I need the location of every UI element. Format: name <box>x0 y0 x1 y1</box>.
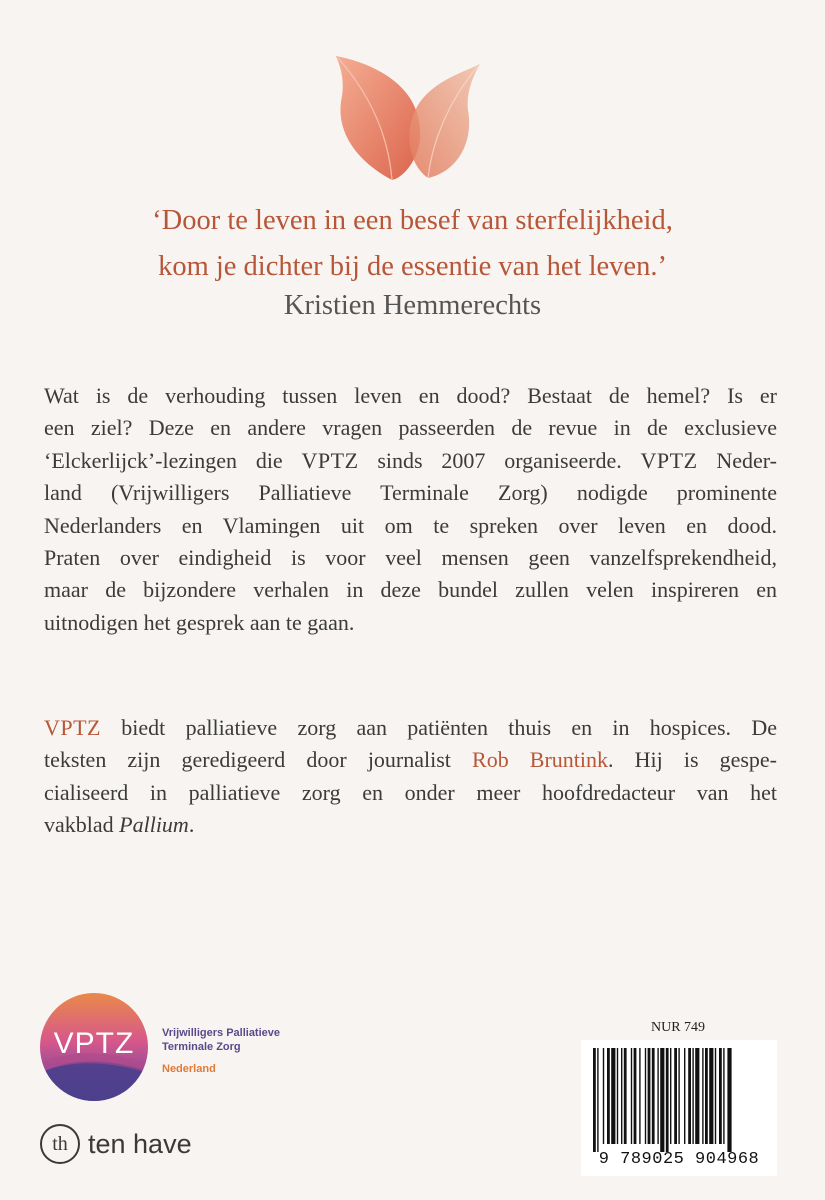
barcode-bar <box>670 1048 671 1144</box>
quote-author: Kristien Hemmerechts <box>283 290 542 321</box>
barcode-bar <box>674 1048 677 1144</box>
barcode-bar <box>593 1048 596 1152</box>
leaf-illustration <box>328 52 488 184</box>
barcode-bar <box>727 1048 731 1152</box>
description-paragraph <box>44 380 777 639</box>
barcode-bar <box>639 1048 640 1144</box>
publisher-mark-icon: th <box>40 1124 80 1164</box>
vptz-highlight: VPTZ <box>44 715 101 740</box>
barcode <box>581 1040 777 1176</box>
barcode-bar <box>648 1048 651 1144</box>
barcode-bar <box>631 1048 632 1144</box>
publisher-name: ten have <box>88 1128 192 1159</box>
barcode-bar <box>705 1048 708 1144</box>
isbn-number: 9 789025 904968 <box>598 1150 760 1169</box>
quote-line: ‘Door te leven in een besef van sterfelijkheid, <box>152 205 673 236</box>
text-line: uitnodigen het gesprek aan te gaan. <box>44 609 355 635</box>
text-line: maar de bijzondere verhalen in deze bundel zullen velen inspireren en <box>44 577 777 603</box>
barcode-bars <box>591 1048 767 1152</box>
text-line: teksten zijn geredigeerd door journalist Rob Bruntink. Hij is gespe- <box>44 747 778 773</box>
barcode-bar <box>645 1048 646 1144</box>
text-line: Wat is de verhouding tussen leven en dood? Bestaat de hemel? Is er <box>44 383 777 408</box>
barcode-bar <box>603 1048 604 1144</box>
barcode-bar <box>723 1048 724 1144</box>
barcode-bar <box>621 1048 622 1144</box>
barcode-bar <box>634 1048 637 1144</box>
barcode-bar <box>684 1048 685 1144</box>
barcode-bar <box>692 1048 693 1144</box>
barcode-bar <box>715 1048 716 1144</box>
nur-code: NUR 749 <box>651 1020 706 1035</box>
barcode-bar <box>607 1048 610 1144</box>
barcode-bar <box>678 1048 679 1144</box>
barcode-bar <box>597 1048 598 1152</box>
barcode-bar <box>709 1048 713 1144</box>
magazine-title: Pallium <box>119 812 189 838</box>
barcode-bar <box>688 1048 691 1144</box>
barcode-bar <box>702 1048 703 1144</box>
publisher-logo <box>40 1122 192 1166</box>
text-line: land (Vrijwilligers Palliatieve Terminale Zorg) nodigde prominente <box>44 480 777 506</box>
barcode-bar <box>666 1048 669 1152</box>
text-line: cialiseerd in palliatieve zorg en onder meer hoofdredacteur van het <box>44 779 777 805</box>
text-line: Praten over eindigheid is voor veel mensen geen vanzelfsprekendheid, <box>44 545 777 571</box>
text-line: ‘Elckerlijck’-lezingen die VPTZ sinds 2007 organiseerde. VPTZ Neder- <box>44 447 777 473</box>
logo-caption: Vrijwilligers Palliatieve Terminale Zorg Nederland <box>162 1027 281 1075</box>
barcode-bar <box>611 1048 615 1144</box>
editor-name: Rob Bruntink <box>472 747 609 773</box>
barcode-bar <box>719 1048 722 1144</box>
text-line: een ziel? Deze en andere vragen passeerden de revue in de exclusieve <box>44 415 777 441</box>
text-line: vakblad Pallium. <box>44 812 195 838</box>
barcode-bar <box>624 1048 627 1144</box>
barcode-bar <box>660 1048 664 1152</box>
quote <box>60 198 765 290</box>
text-line: Nederlanders en Vlamingen uit om te spreken over leven en dood. <box>44 512 777 538</box>
barcode-bar <box>657 1048 658 1144</box>
about-paragraph <box>44 712 777 842</box>
barcode-bar <box>652 1048 655 1144</box>
barcode-bar <box>695 1048 699 1144</box>
text-line: VPTZ biedt palliatieve zorg aan patiënten thuis en in hospices. De <box>44 715 777 740</box>
logo-text: VPTZ <box>53 1027 135 1060</box>
vptz-logo <box>40 993 148 1101</box>
quote-line: kom je dichter bij de essentie van het leven.’ <box>158 251 667 282</box>
barcode-bar <box>617 1048 618 1144</box>
